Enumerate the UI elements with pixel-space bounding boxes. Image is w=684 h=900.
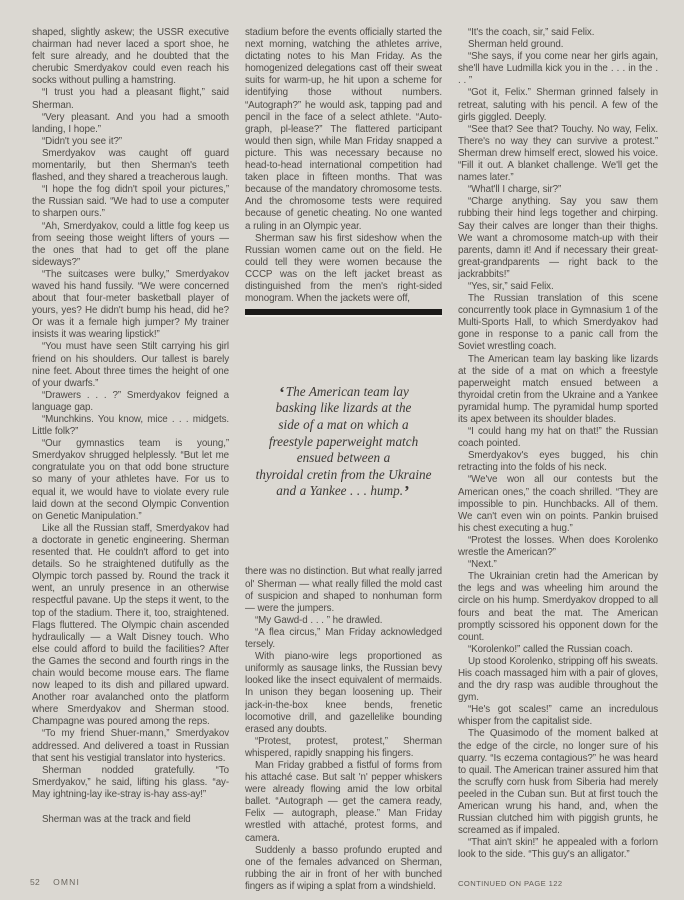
pull-quote-text: and a Yankee . . . hump. xyxy=(276,483,404,499)
paragraph: Man Friday grabbed a fistful of forms from his attaché case. But salt 'n' pepper whiskers were already flowing amid the low orbital ballet. “Autograph — get the camera ready, Felix — autograph, please.” Man Friday wrestled with attaché, protest forms, and camera. xyxy=(245,759,442,844)
paragraph: “Korolenko!” called the Russian coach. xyxy=(468,643,633,655)
paragraph: “It's the coach, sir,” said Felix. xyxy=(468,27,595,38)
paragraph: “Charge anything. Say you saw them rubbing their hind legs together and chirping. Say their calves are longer than their thighs. We want a chromosome match-up with their parents, damn it! And if necessary their great-great-grandparents — right back to the jackrabbits!” xyxy=(458,196,658,280)
paragraph: “The suitcases were bulky,” Smerdyakov waved his hand fussily. “We were concerned about that four-meter basketball player of yours, yes? He didn't bump his head, did he? Or was it a female high jumper? My trainer insists it was wearing lipstick!” xyxy=(32,268,229,341)
paragraph: The American team lay basking like lizards at the side of a mat on which a freestyle paperweight match ensued between a thyroidal cretin from the Ukraine and a Yankee pyramidal hump. The pyramidal hump sported its apex between its shoulder blades. xyxy=(458,353,658,425)
paragraph: “To my friend Shuer-mann,” Smerdyakov addressed. And delivered a toast in Russian that sent his vestigial translator into hysterics. xyxy=(32,728,229,764)
paragraph: Sherman held ground. xyxy=(468,39,564,51)
pull-quote-line xyxy=(245,384,442,401)
paragraph: shaped, slightly askew; the USSR executive chairman had never laced a sport shoe, he felt sure already, and he doubted that the cherubic Smerdyakov could even reach his socks without pulling a hamstring. xyxy=(32,27,229,87)
paragraph: “I could hang my hat on that!” the Russian coach pointed. xyxy=(458,426,658,450)
magazine-name: OMNI xyxy=(53,877,81,887)
page-footer xyxy=(30,877,80,887)
paragraph: “Protest, protest, protest,” Sherman whispered, rapidly snapping his fingers. xyxy=(245,735,442,759)
paragraph: “Protest the losses. When does Korolenko wrestle the American?” xyxy=(458,534,658,559)
text-column-left xyxy=(32,27,229,869)
paragraph: “He's got scales!” came an incredulous whisper from the capitalist side. xyxy=(458,704,658,728)
pull-quote-text: The American team lay xyxy=(285,383,409,399)
paragraph: “I hope the fog didn't spoil your pictures,” the Russian said. “We had to use a computer to sharpen ours.” xyxy=(32,184,229,220)
paragraph: The Ukrainian cretin had the American by the legs and was wheeling him around the circle on his hump. Smerdyakov dropped to all fours and beat the mat. The American promptly scissored his opponent down for the count. xyxy=(458,571,658,643)
paragraph: “Didn't you see it?” xyxy=(42,135,122,147)
pull-quote-divider-rule xyxy=(245,309,442,317)
pull-quote-line: freestyle paperweight match xyxy=(268,433,419,449)
paragraph: Up stood Korolenko, stripping off his sweats. His coach massaged him with a pair of gloves, and the dry rasp was audible throughout the gym. xyxy=(458,655,658,704)
paragraph: The Russian translation of this scene concurrently took place in Gymnasium 1 of the Multi-Sports Hall, to which Smerdyakov had gone in response to a panic call from the Soviet wrestling coach. xyxy=(458,293,658,353)
paragraph: Suddenly a basso profundo erupted and one of the females advanced on Sherman, rubbing the air in front of her with bunched fingers as if wiping a splat from a windshield. xyxy=(245,844,442,892)
pull-quote-line xyxy=(245,483,442,500)
paragraph: “Very pleasant. And you had a smooth landing, I hope.” xyxy=(32,111,229,135)
pull-quote xyxy=(245,317,442,566)
paragraph: Sherman was at the track and field xyxy=(42,814,191,825)
paragraph: Smerdyakov's eyes bugged, his chin retracting into the folds of his neck. xyxy=(458,450,658,474)
paragraph: “Got it, Felix.” Sherman grinned falsely in retreat, saluting with his pencil. A few of the girls giggled. Deeply. xyxy=(458,87,658,123)
paragraph: stadium before the events officially started the next morning, watching the athletes arrive, dictating notes to his Man Friday. As the homogenized delegations cast off their sweat suits for warm-up, he hit upon a scheme for identifying those without numbers. “Autograph?” he would ask, tapping pad and pencil in the face of a select athlete. “Auto-graph, pl-lease?” The flattered participant would then sign, while Man Friday snapped a picture. This was necessary because no head-to-head international competition had taken place in fifteen months. That was because of the mandatory chromosome tests. And the chromosome tests were required because of genetic cheating. No one wanted a ruling in an Olympic year. xyxy=(245,27,442,232)
middle-column-top-text xyxy=(245,27,442,305)
paragraph: “Munchkins. You know, mice . . . midgets. Little folk?” xyxy=(32,414,229,438)
paragraph: “My Gawd-d . . . ” he drawled. xyxy=(255,614,383,626)
paragraph: “We've won all our contests but the American ones,” the coach shrilled. “They are impossible to pin. Hunchbacks. All of them. We can't even win on points. Pankin bruised his chest executing a hug.” xyxy=(458,474,658,534)
paragraph: With piano-wire legs proportioned as uniformly as sausage links, the Russian bevy looked like the insect equivalent of mermaids. In unison they began loosening up. Their jack-in-the-box knee bends, frenetic locomotive drill, and gazellelike bounding erased any doubts. xyxy=(245,651,442,735)
continued-on-page-notice: CONTINUED ON PAGE 122 xyxy=(458,879,563,888)
open-quote-icon: ‘ xyxy=(279,382,285,402)
paragraph: The Quasimodo of the moment balked at the edge of the circle, no longer sure of his quarry. “Is eczema contagious?” he was heard to quail. The American trainer assured him that the scruffy corn husk from Siberia had merely peeled in the Cuban sun. But at first touch the American wrung his hand, and, when the Russian clutched him with piggish grunts, he screamed as if impaled. xyxy=(458,728,658,837)
pull-quote-line: ensued between a xyxy=(296,450,391,466)
close-quote-icon: ’ xyxy=(404,482,410,502)
paragraph: “A flea circus,” Man Friday acknowledged tersely. xyxy=(245,626,442,651)
paragraph: “See that? See that? Touchy. No way, Felix. There's no way they can survive a protest.” Sherman drew himself erect, slowed his voice. “Fill it out. A blanket challenge. We'll get the names later.” xyxy=(458,123,658,184)
pull-quote-line: thyroidal cretin from the Ukraine xyxy=(255,466,432,482)
pull-quote-line: basking like lizards at the xyxy=(275,400,412,416)
page-number: 52 xyxy=(30,877,41,887)
pull-quote-line: side of a mat on which a xyxy=(278,416,409,432)
paragraph: “I trust you had a pleasant flight,” said Sherman. xyxy=(32,87,229,111)
paragraph: “Next.” xyxy=(468,559,497,571)
paragraph: Smerdyakov was caught off guard momentarily, but then Sherman's teeth flashed, and they shared a treacherous laugh. xyxy=(32,147,229,184)
paragraph: there was no distinction. But what really jarred ol' Sherman — what really filled the mold cast of suspicion and shaped to nonhuman form — were the jumpers. xyxy=(245,566,442,614)
middle-column-bottom-text xyxy=(245,566,442,893)
paragraph: “You must have seen Stilt carrying his girl friend on his shoulders. Our tallest is barely nine feet. About three times the height of one of your dwarfs.” xyxy=(32,341,229,389)
paragraph: “That ain't skin!” he appealed with a forlorn look to the side. “This guy's an alligator.” xyxy=(458,837,658,861)
paragraph: “What'll I charge, sir?” xyxy=(468,184,562,196)
paragraph: “Drawers . . . ?” Smerdyakov feigned a language gap. xyxy=(32,389,229,413)
paragraph: “She says, if you come near her girls again, she'll have Ludmilla kick you in the . . . in the . . . ” xyxy=(458,51,658,87)
paragraph: Like all the Russian staff, Smerdyakov had a doctorate in genetic engineering. Sherman resented that. He couldn't afford to get into details. So he straightened dutifully as the Olympic torch passed by. Round the track it went, an unruly presence in an otherwise respectful pavane. Up the steps it went, to the top of the stadium. There it, too, straightened. Flags fluttered. The Olympic chain ascended hydraulically — a Walt Disney touch. Who else could afford to build the facilities? After the Games the second and fourth rings in the chain would become mouse ears. The flame now leaped to its dish and pillared upward. Another roar avalanched onto the platform where Smerdyakov and Sherman stood. Champagne was poured among the reps. xyxy=(32,522,229,728)
paragraph: “Ah, Smerdyakov, could a little fog keep us from seeing those weight lifters of yours — the ones that had to get off the plane sideways?” xyxy=(32,220,229,268)
paragraph: “Yes, sir,” said Felix. xyxy=(468,280,554,292)
paragraph: Sherman nodded gratefully. “To Smerdyakov,” he said, lifting his glass. “ay-May ightning-lay ike-stray is-hay ass-ay!” xyxy=(32,764,229,800)
paragraph: Sherman saw his first sideshow when the Russian women came out on the field. He could tell they were women because the CCCP was on the left jacket breast as distinguished from the men's right-sided monogram. When the jackets were off, xyxy=(245,232,442,305)
text-column-middle xyxy=(245,27,442,893)
text-column-right xyxy=(458,27,658,877)
paragraph: “Our gymnastics team is young,” Smerdyakov shrugged helplessly. “But let me congratulate you on that odd bone structure so many of your athletes have. For us to equal it, we would have to violate every rule laid down at the second Olympic Convention on Genetic Manipulation.” xyxy=(32,438,229,522)
